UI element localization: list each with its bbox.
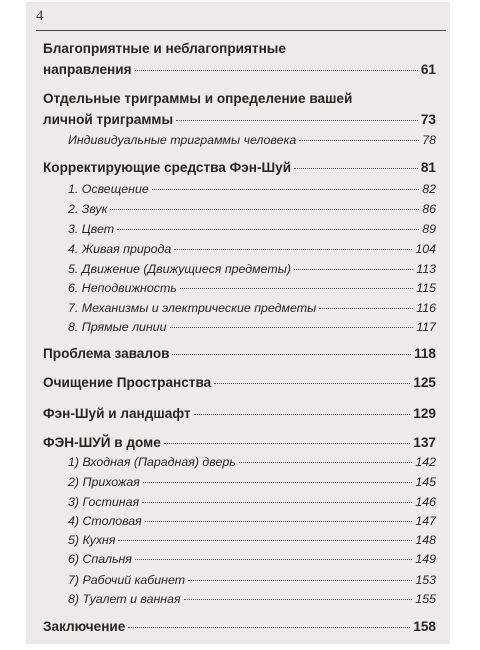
toc-page-number: 78 [422, 133, 436, 147]
dot-leader [135, 70, 418, 71]
toc-heading-line: Благоприятные и неблагоприятные [43, 41, 286, 56]
toc-page-number: 137 [413, 435, 436, 450]
dot-leader [239, 462, 413, 463]
toc-heading-entry[interactable] [43, 619, 436, 634]
toc-entry-label: 1. Освещение [68, 182, 149, 196]
toc-entry-label: 6. Неподвижность [68, 281, 177, 295]
toc-entry-label: 5. Движение (Движущиеся предметы) [68, 262, 291, 276]
toc-entry-label: 2) Прихожая [68, 475, 140, 489]
dot-leader [214, 383, 410, 384]
toc-subentry[interactable] [68, 592, 436, 606]
dot-leader [188, 580, 412, 581]
toc-page-number: 146 [415, 495, 436, 509]
toc-entry-label: 3. Цвет [68, 222, 115, 236]
dot-leader [164, 443, 411, 444]
toc-heading-entry[interactable] [43, 62, 436, 77]
toc-entry-label: Фэн-Шуй и ландшафт [43, 406, 191, 421]
toc-entry-label: 2. Звук [68, 202, 108, 216]
dot-leader [299, 140, 419, 141]
toc-entry-label: 3) Гостиная [68, 495, 140, 509]
toc-heading-entry[interactable] [43, 112, 436, 127]
dot-leader [294, 168, 418, 169]
toc-page-number: 145 [415, 475, 436, 489]
toc-page-number: 147 [415, 514, 436, 528]
toc-heading-line: Отдельные триграммы и определение вашей [43, 91, 353, 106]
toc-subentry[interactable] [68, 320, 436, 334]
toc-page-number: 113 [416, 262, 436, 276]
book-page [26, 2, 450, 644]
dot-leader [118, 540, 412, 541]
toc-subentry[interactable] [68, 533, 436, 547]
toc-entry-label: 5) Кухня [68, 533, 116, 547]
dot-leader [135, 559, 412, 560]
dot-leader [184, 599, 413, 600]
toc-entry-label: Индивидуальные триграммы человека [68, 133, 297, 147]
toc-subentry[interactable] [68, 182, 436, 196]
toc-page-number: 115 [416, 281, 436, 295]
toc-page-number: 142 [415, 455, 436, 469]
toc-entry-label: 7. Механизмы и электрические предметы [68, 301, 317, 315]
toc-subentry[interactable] [68, 301, 436, 315]
toc-subentry[interactable] [68, 573, 436, 587]
dot-leader [319, 308, 413, 309]
toc-subentry[interactable] [68, 222, 436, 236]
toc-subentry[interactable] [68, 202, 436, 216]
toc-subentry[interactable] [68, 281, 436, 295]
toc-subentry[interactable] [68, 133, 436, 147]
toc-entry-label: 8. Прямые линии [68, 320, 167, 334]
dot-leader [176, 120, 418, 121]
toc-entry-label: 1) Входная (Парадная) дверь [68, 455, 236, 469]
toc-page-number: 155 [415, 592, 436, 606]
toc-page-number: 149 [415, 552, 436, 566]
toc-subentry[interactable] [68, 514, 436, 528]
toc-page-number: 117 [416, 320, 436, 334]
toc-heading-entry[interactable] [43, 406, 436, 421]
toc-entry-label: Корректирующие средства Фэн-Шуй [43, 160, 292, 175]
toc-page-number: 158 [413, 619, 436, 634]
toc-entry-label: 6) Спальня [68, 552, 132, 566]
toc-entry-label: личной триграммы [43, 112, 174, 127]
toc-heading-entry[interactable] [43, 346, 436, 361]
dot-leader [117, 229, 419, 230]
toc-entry-label: направления [43, 62, 132, 77]
toc-subentry[interactable] [68, 242, 436, 256]
toc-entry-label: 4. Живая природа [68, 242, 172, 256]
toc-page-number: 89 [422, 222, 436, 236]
toc-heading-entry[interactable] [43, 435, 436, 450]
dot-leader [294, 269, 413, 270]
toc-entry-label: 8) Туалет и ванная [68, 592, 181, 606]
toc-page-number: 118 [414, 346, 436, 361]
dot-leader [180, 288, 413, 289]
dot-leader [143, 482, 412, 483]
toc-subentry[interactable] [68, 455, 436, 469]
dot-leader [152, 189, 419, 190]
dot-leader [172, 354, 411, 355]
toc-page-number: 116 [416, 301, 436, 315]
toc-heading-entry[interactable] [43, 160, 436, 175]
toc-subentry[interactable] [68, 495, 436, 509]
toc-entry-label: Заключение [43, 619, 126, 634]
toc-page-number: 153 [415, 573, 436, 587]
toc-entry-label: 4) Столовая [68, 514, 142, 528]
toc-subentry[interactable] [68, 262, 436, 276]
toc-subentry[interactable] [68, 552, 436, 566]
toc-subentry[interactable] [68, 475, 436, 489]
toc-entry-label: Проблема завалов [43, 346, 170, 361]
toc-page-number: 61 [420, 62, 436, 77]
toc-page-number: 86 [422, 202, 436, 216]
toc-entry-label: Очищение Пространства [43, 375, 212, 390]
toc-entry-label: 7) Рабочий кабинет [68, 573, 186, 587]
toc-heading-entry[interactable] [43, 375, 436, 390]
dot-leader [145, 521, 413, 522]
toc-page-number: 148 [415, 533, 436, 547]
dot-leader [170, 327, 414, 328]
toc-page-number: 125 [413, 375, 436, 390]
dot-leader [110, 209, 419, 210]
page-number: 4 [36, 8, 44, 24]
dot-leader [142, 502, 412, 503]
toc-page-number: 104 [415, 242, 436, 256]
dot-leader [194, 414, 411, 415]
table-of-contents [26, 2, 450, 644]
toc-page-number: 82 [422, 182, 436, 196]
toc-page-number: 129 [413, 406, 436, 421]
dot-leader [128, 627, 410, 628]
dot-leader [174, 249, 412, 250]
toc-entry-label: ФЭН-ШУЙ в доме [43, 435, 161, 450]
toc-page-number: 81 [420, 160, 436, 175]
toc-page-number: 73 [420, 112, 436, 127]
